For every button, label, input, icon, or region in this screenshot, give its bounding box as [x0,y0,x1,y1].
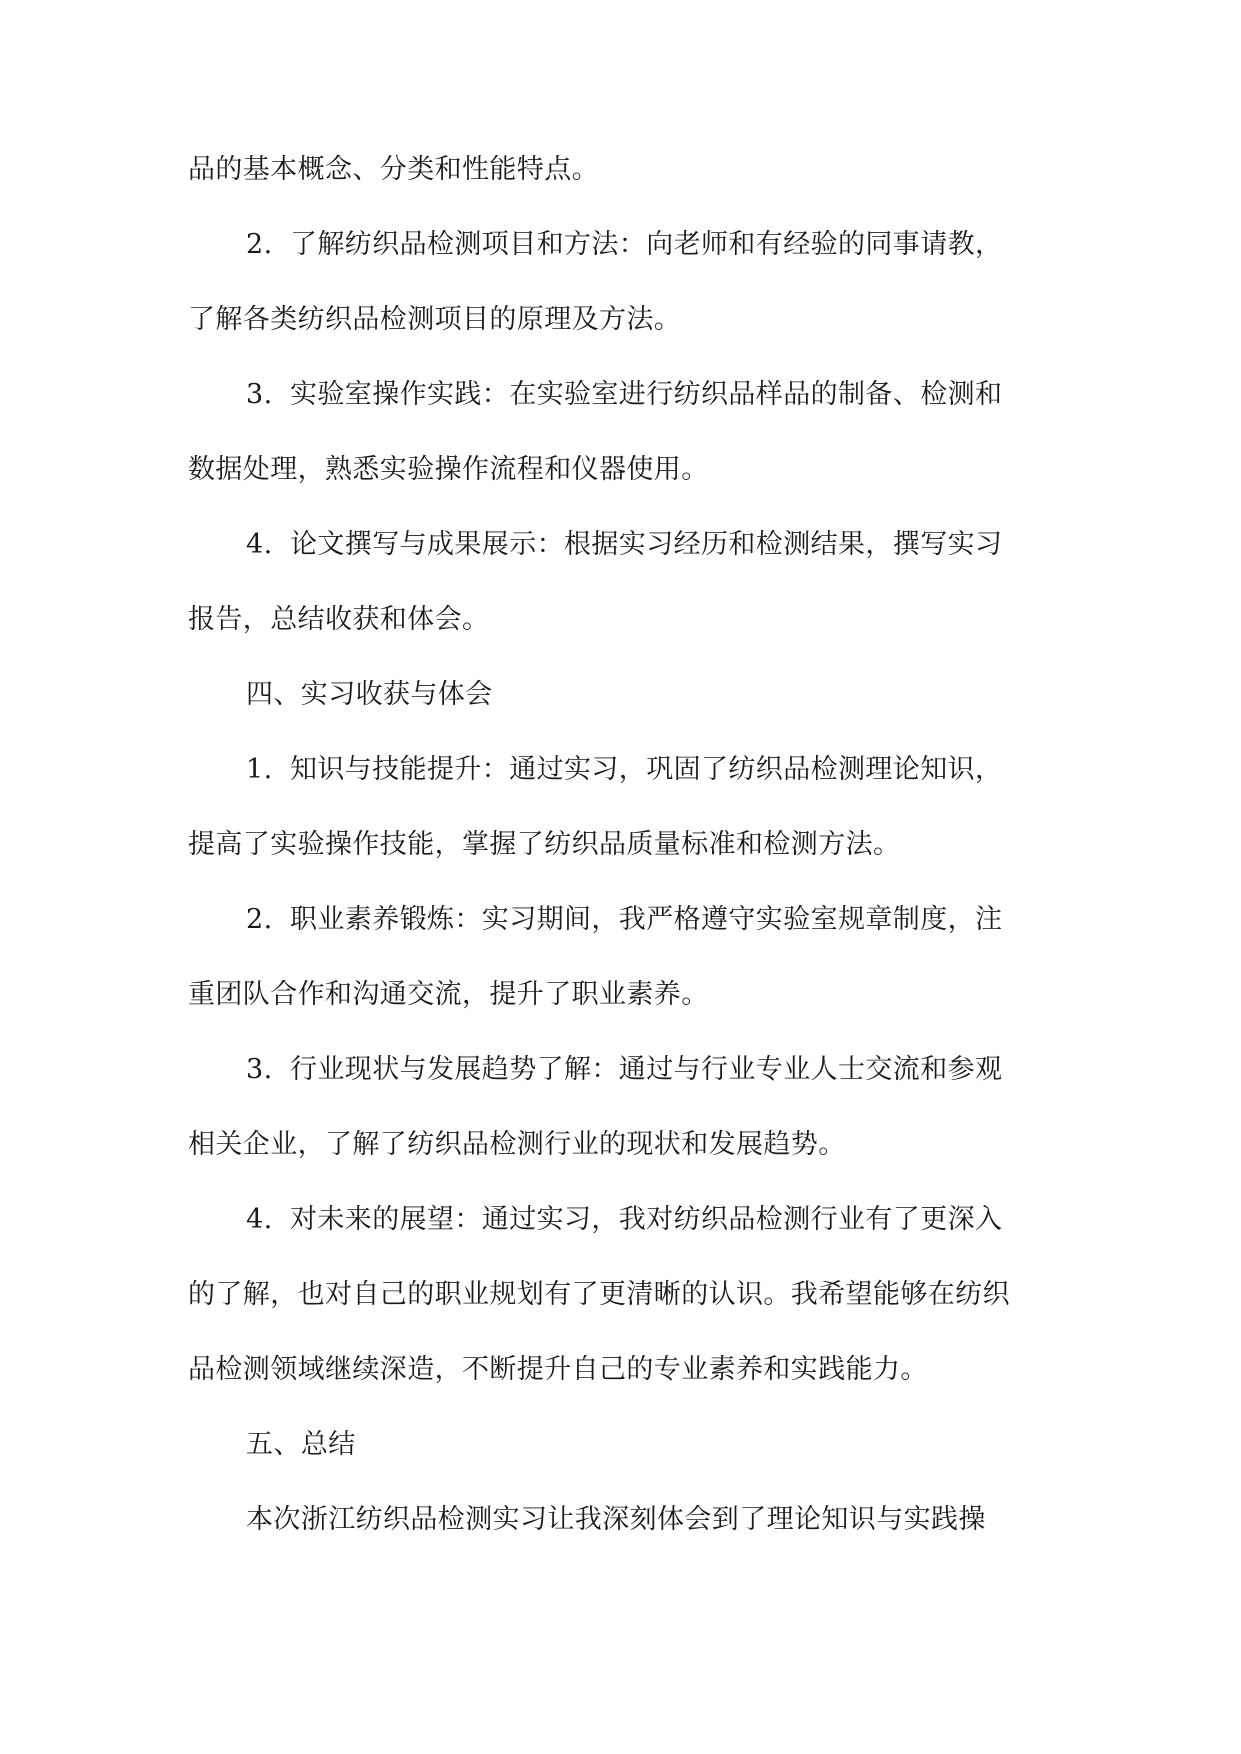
text-line: 提高了实验操作技能，掌握了纺织品质量标准和检测方法。 [188,829,901,860]
text-line: 数据处理，熟悉实验操作流程和仪器使用。 [188,454,709,485]
list-item-line: 2. 了解纺织品检测项目和方法：向老师和有经验的同事请教， [246,225,1002,265]
list-item-line: 3. 实验室操作实践：在实验室进行纺织品样品的制备、检测和 [246,375,1002,415]
text-line: 了解各类纺织品检测项目的原理及方法。 [188,304,682,335]
section-heading: 四、实习收获与体会 [246,679,493,710]
text-line: 报告，总结收获和体会。 [188,604,490,635]
list-number: 3. [246,1054,273,1085]
list-number: 2. [246,904,273,935]
text-line: 重团队合作和沟通交流，提升了职业素养。 [188,979,709,1010]
paragraph-start: 本次浙江纺织品检测实习让我深刻体会到了理论知识与实践操 [246,1504,986,1535]
list-number: 3. [246,379,273,410]
text-line: 品的基本概念、分类和性能特点。 [188,154,599,185]
list-item-line: 4. 对未来的展望：通过实习，我对纺织品检测行业有了更深入 [246,1200,1002,1240]
list-number: 1. [246,754,273,785]
text-line: 的了解，也对自己的职业规划有了更清晰的认识。我希望能够在纺织 [188,1279,1010,1310]
text-line: 品检测领域继续深造，不断提升自己的专业素养和实践能力。 [188,1354,928,1385]
list-item-line: 4. 论文撰写与成果展示：根据实习经历和检测结果，撰写实习 [246,525,1002,565]
list-item-line: 2. 职业素养锻炼：实习期间，我严格遵守实验室规章制度，注 [246,900,1002,940]
list-item-line: 1. 知识与技能提升：通过实习，巩固了纺织品检测理论知识， [246,750,1002,790]
text-line: 相关企业，了解了纺织品检测行业的现状和发展趋势。 [188,1129,846,1160]
list-number: 4. [246,1204,273,1235]
list-number: 4. [246,529,273,560]
list-item-line: 3. 行业现状与发展趋势了解：通过与行业专业人士交流和参观 [246,1050,1002,1090]
list-number: 2. [246,229,273,260]
section-heading: 五、总结 [246,1429,356,1460]
